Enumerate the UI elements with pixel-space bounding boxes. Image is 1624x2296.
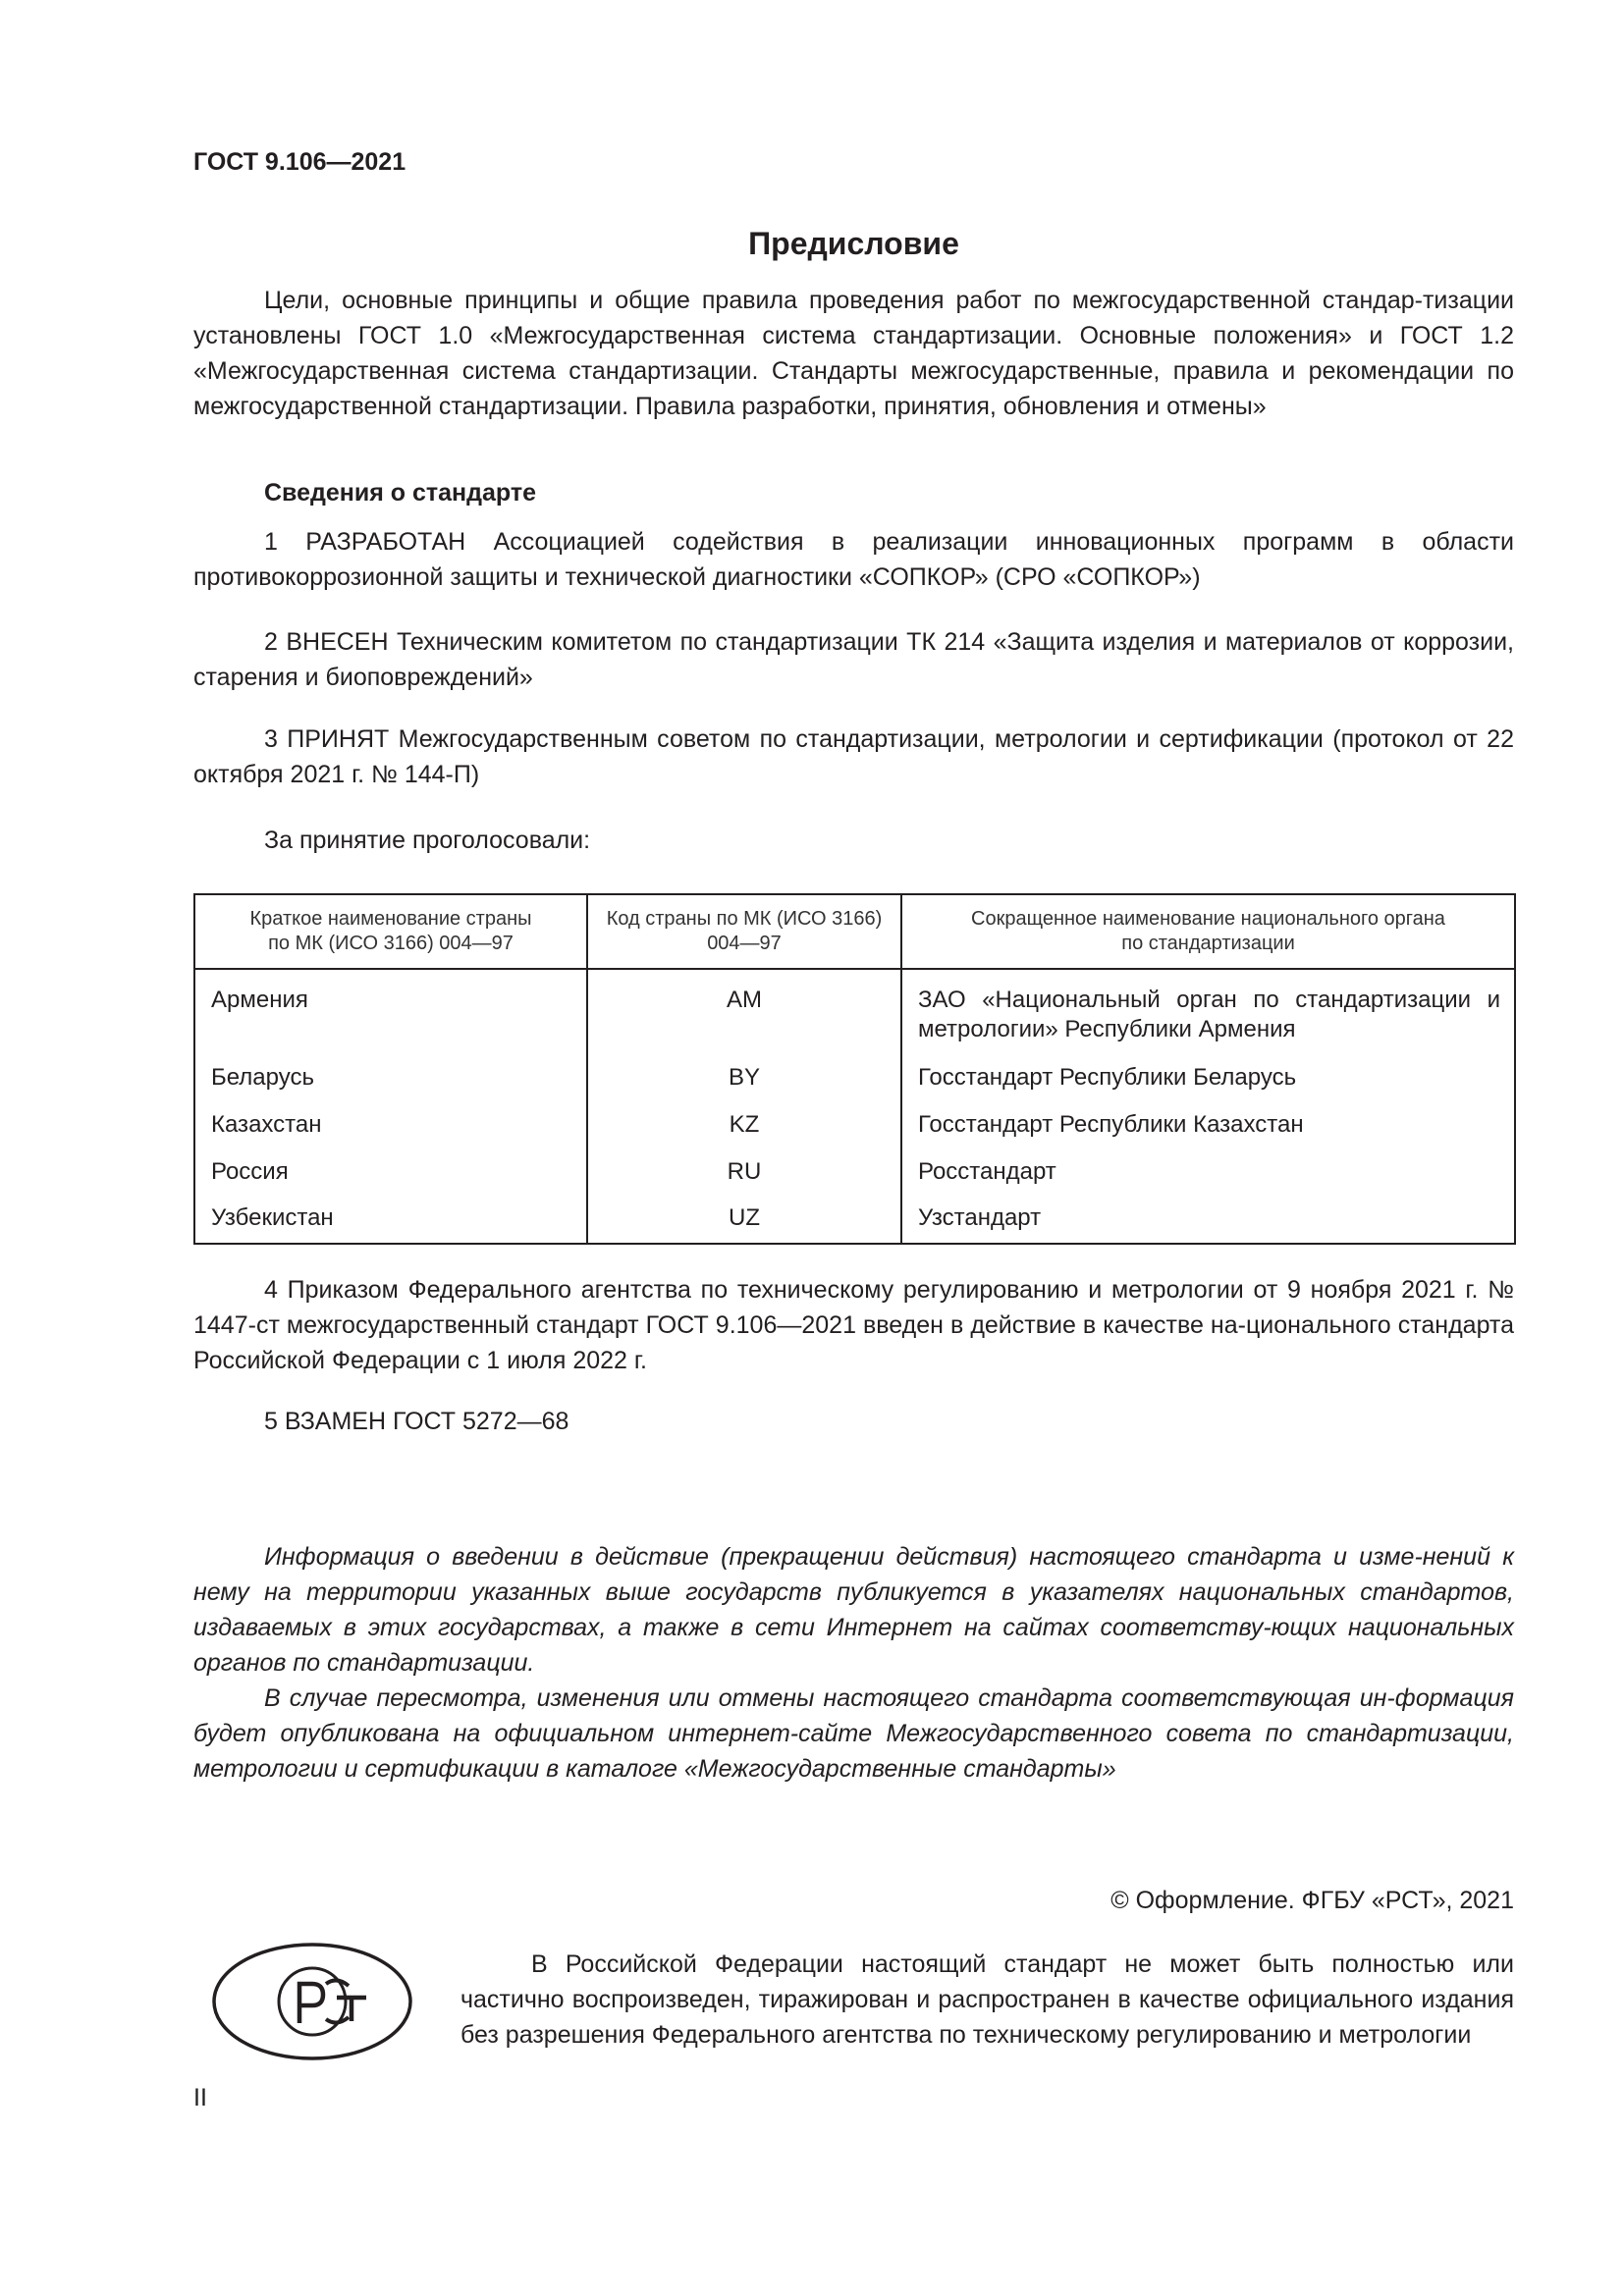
country-cell: Узбекистан: [194, 1196, 587, 1244]
country-cell: Россия: [194, 1149, 587, 1197]
rst-logo: [211, 1941, 413, 2062]
country-code-cell: BY: [587, 1055, 901, 1102]
country-cell: Казахстан: [194, 1102, 587, 1149]
national-body-cell: ЗАО «Национальный орган по стандартизации и метрологии» Республики Армения: [901, 969, 1515, 1055]
table-header-row: [194, 894, 1515, 969]
info-item-3: 3 ПРИНЯТ Межгосударственным советом по стандартизации, метрологии и сертификации (протокол от 22 октября 2021 г. № 144-П): [193, 725, 1514, 788]
country-cell: Беларусь: [194, 1055, 587, 1102]
info-item-2: 2 ВНЕСЕН Техническим комитетом по стандартизации ТК 214 «Защита изделия и материалов от коррозии, старения и биоповреждений»: [193, 628, 1514, 691]
votes-table: [193, 893, 1516, 1245]
country-cell: Армения: [194, 969, 587, 1055]
national-body-cell: Госстандарт Республики Беларусь: [901, 1055, 1515, 1102]
preface-intro: Цели, основные принципы и общие правила проведения работ по межгосударственной стандар-тизации установлены ГОСТ 1.0 «Межгосударственная система стандартизации. Основные положения» и ГОСТ 1.2 «Межгосударственная система стандартизации. Стандарты межгосударственные, правила и рекомендации по межгосударственной стандартизации. Правила разработки, принятия, обновления и отмены»: [193, 287, 1514, 420]
info-item-5: 5 ВЗАМЕН ГОСТ 5272—68: [264, 1408, 569, 1435]
page-number: II: [193, 2084, 207, 2111]
table-row: [194, 1102, 1515, 1149]
votes-label: За принятие проголосовали:: [264, 827, 591, 854]
table-row: [194, 1149, 1515, 1197]
national-body-cell: Госстандарт Республики Казахстан: [901, 1102, 1515, 1149]
country-code-cell: KZ: [587, 1102, 901, 1149]
preface-title: Предисловие: [748, 226, 959, 261]
table-row: [194, 1055, 1515, 1102]
notice-paragraph-1: Информация о введении в действие (прекращении действия) настоящего стандарта и изме-нений к нему на территории указанных выше государств публикуется в указателях национальных стандартов, издаваемых в этих государствах, а также в сети Интернет на сайтах соответству-ющих национальных органов по стандартизации.: [193, 1543, 1514, 1677]
info-item-4: 4 Приказом Федерального агентства по техническому регулированию и метрологии от 9 ноября 2021 г. № 1447-ст межгосударственный стандарт ГОСТ 9.106—2021 введен в действие в качестве на-ционального стандарта Российской Федерации с 1 июля 2022 г.: [193, 1276, 1514, 1374]
info-heading: Сведения о стандарте: [264, 479, 537, 507]
standard-code: ГОСТ 9.106—2021: [193, 148, 406, 176]
header-code: Код страны по МК (ИСО 3166) 004—97: [587, 894, 901, 969]
table-row: [194, 1196, 1515, 1244]
header-org: Сокращенное наименование национального органа по стандартизации: [901, 894, 1515, 969]
national-body-cell: Росстандарт: [901, 1149, 1515, 1197]
rst-logo-icon: [211, 1941, 413, 2062]
reprint-notice: В Российской Федерации настоящий стандарт не может быть полностью или частично воспроизведен, тиражирован и распространен в качестве официального издания без разрешения Федерального агентства по техническому регулированию и метрологии: [460, 1950, 1514, 2049]
table-row: [194, 969, 1515, 1055]
country-code-cell: UZ: [587, 1196, 901, 1244]
national-body-cell: Узстандарт: [901, 1196, 1515, 1244]
copyright-notice: © Оформление. ФГБУ «РСТ», 2021: [1110, 1887, 1514, 1914]
info-item-1: 1 РАЗРАБОТАН Ассоциацией содействия в реализации инновационных программ в области противокоррозионной защиты и технической диагностики «СОПКОР» (СРО «СОПКОР»): [193, 528, 1514, 591]
header-country: Краткое наименование страны по МК (ИСО 3166) 004—97: [194, 894, 587, 969]
notice-paragraph-2: В случае пересмотра, изменения или отмены настоящего стандарта соответствующая ин-формация будет опубликована на официальном интернет-сайте Межгосударственного совета по стандартизации, метрологии и сертификации в каталоге «Межгосударственные стандарты»: [193, 1684, 1514, 1783]
country-code-cell: RU: [587, 1149, 901, 1197]
country-code-cell: AM: [587, 969, 901, 1055]
